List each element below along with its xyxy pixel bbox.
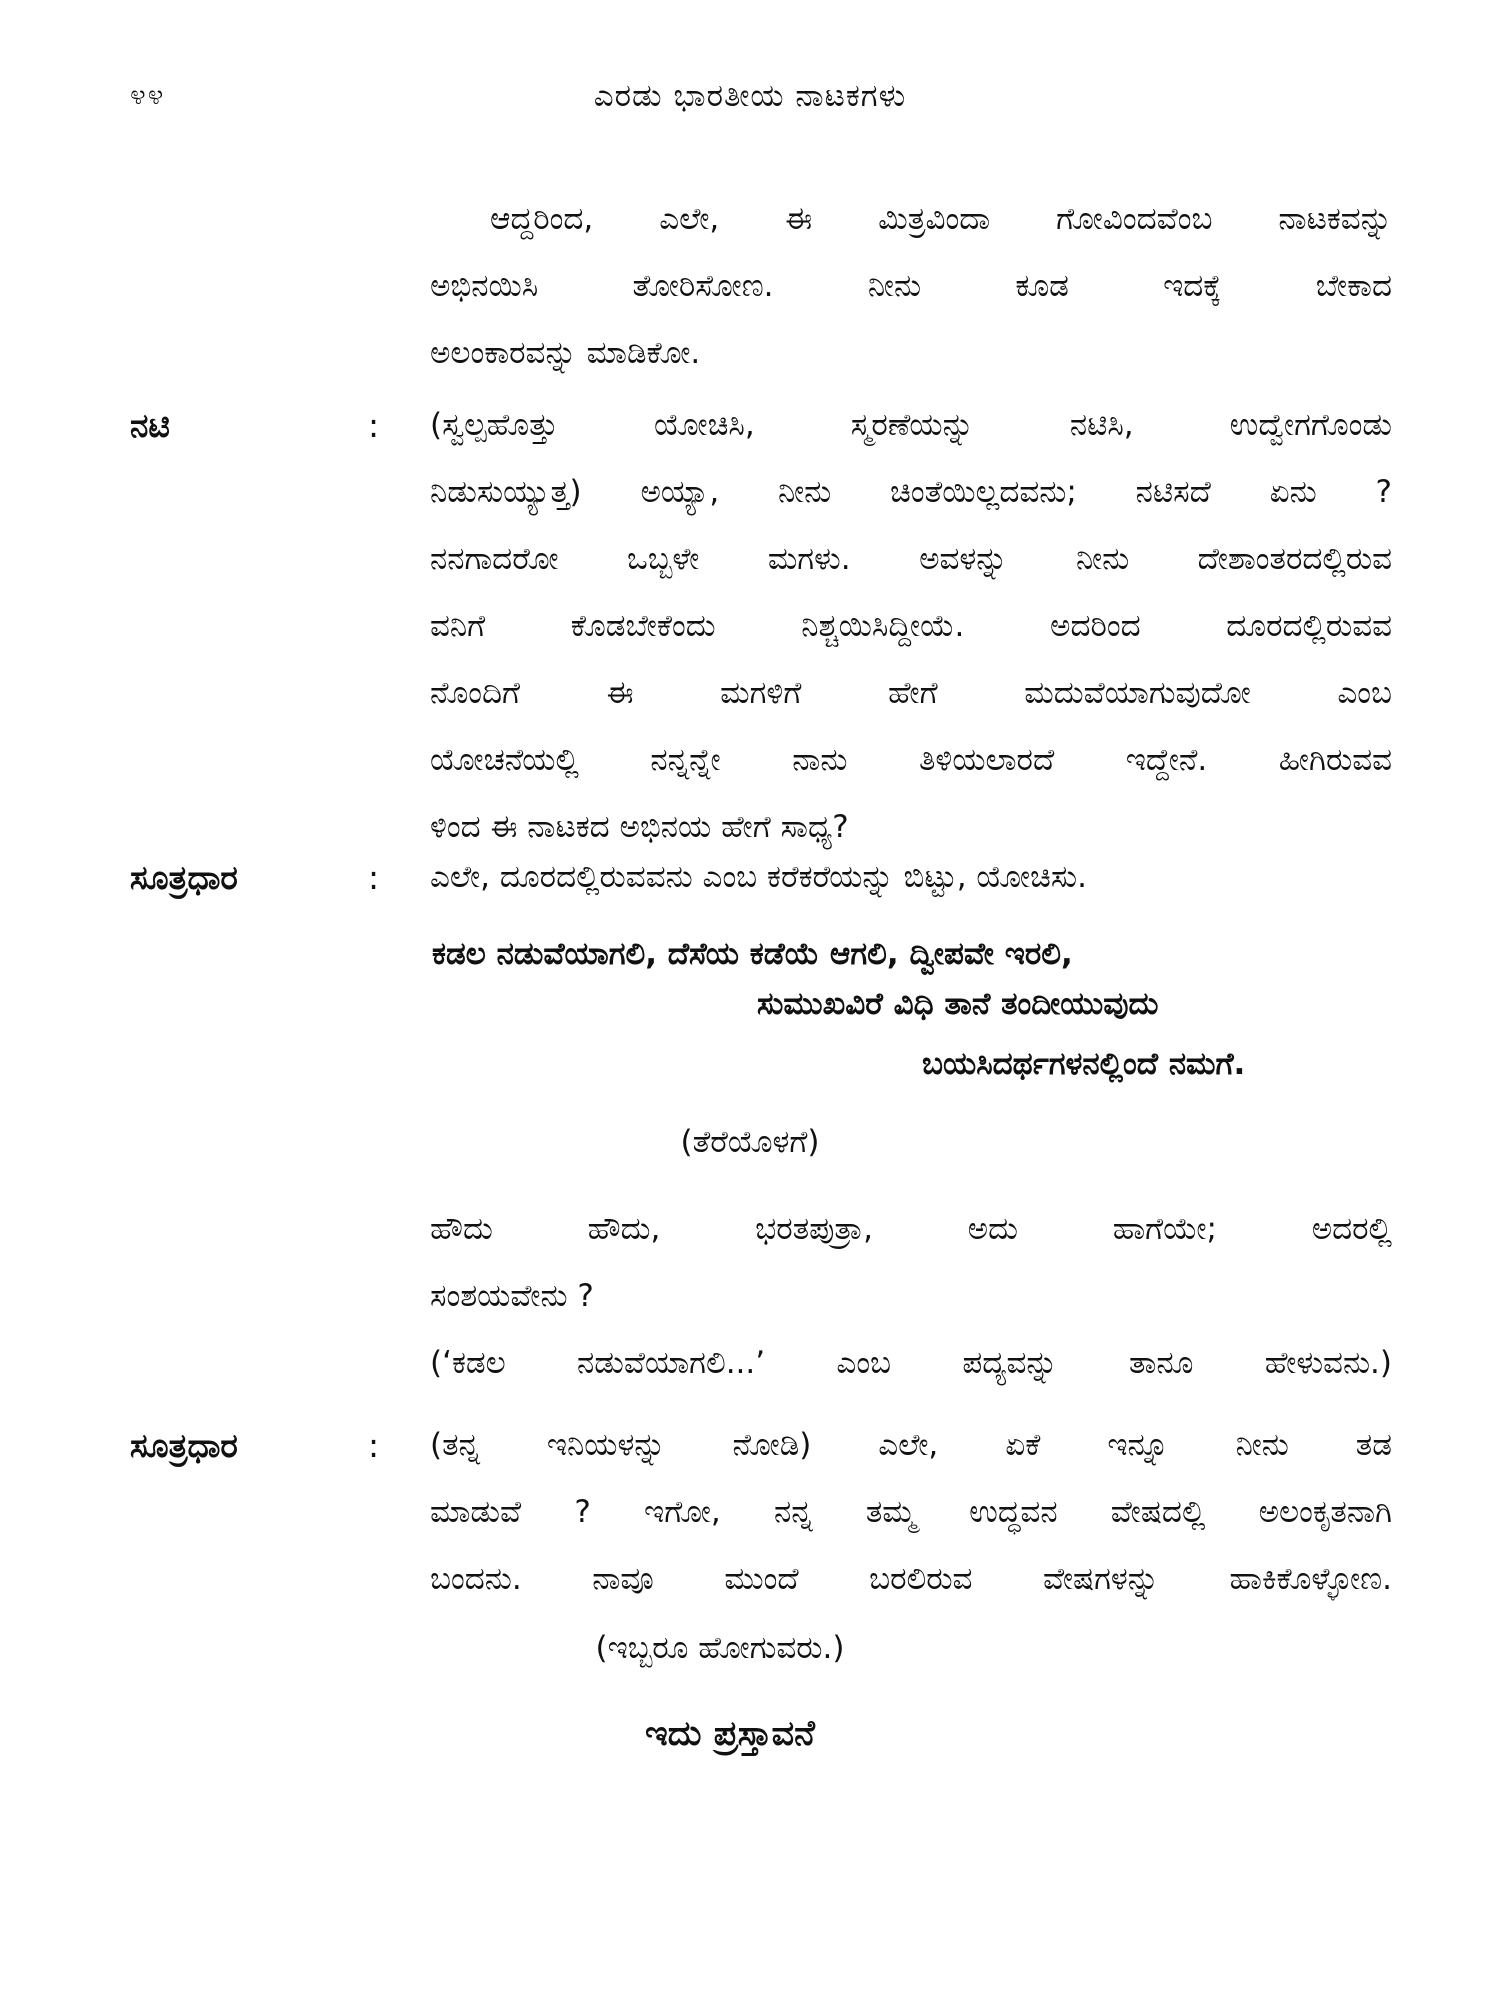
text-line: ನನಗಾದರೋ ಒಬ್ಬಳೇ ಮಗಳು. ಅವಳನ್ನು ನೀನು ದೇಶಾಂತರದಲ್ಲಿರುವ	[430, 541, 1392, 577]
offstage-direction: (ತೆರೆಯೊಳಗೆ)	[680, 1124, 820, 1160]
speaker-label: ನಟಿ	[130, 406, 170, 445]
text-line: ಹೌದು ಹೌದು, ಭರತಪುತ್ರಾ, ಅದು ಹಾಗೆಯೇ; ಅದರಲ್ಲಿ	[430, 1211, 1392, 1247]
verse-line: ಸುಮುಖವಿರೆ ವಿಧಿ ತಾನೆ ತಂದೀಯುವುದು	[757, 986, 1159, 1022]
text-line: ಳಿಂದ ಈ ನಾಟಕದ ಅಭಿನಯ ಹೇಗೆ ಸಾಧ್ಯ?	[430, 809, 849, 845]
text-line: ಬಂದನು. ನಾವೂ ಮುಂದೆ ಬರಲಿರುವ ವೇಷಗಳನ್ನು ಹಾಕಿಕೊಳ್ಳೋಣ.	[430, 1561, 1392, 1597]
speaker-colon: :	[368, 858, 380, 897]
text-line: (‘ಕಡಲ ನಡುವೆಯಾಗಲಿ...’ ಎಂಬ ಪದ್ಯವನ್ನು ತಾನೂ ಹೇಳುವನು.)	[430, 1345, 1392, 1381]
running-header-title: ಎರಡು ಭಾರತೀಯ ನಾಟಕಗಳು	[593, 78, 907, 114]
text-line: ಅಲಂಕಾರವನ್ನು ಮಾಡಿಕೋ.	[430, 335, 701, 371]
speaker-colon: :	[368, 1426, 380, 1465]
exit-direction: (ಇಬ್ಬರೂ ಹೋಗುವರು.)	[595, 1630, 845, 1666]
speaker-colon: :	[368, 406, 380, 445]
speaker-label: ಸೂತ್ರಧಾರ	[130, 858, 238, 897]
text-line: ಎಲೇ, ದೂರದಲ್ಲಿರುವವನು ಎಂಬ ಕರೆಕರೆಯನ್ನು ಬಿಟ್ಟು, ಯೋಚಿಸು.	[430, 859, 1088, 895]
speaker-label: ಸೂತ್ರಧಾರ	[130, 1426, 238, 1465]
text-line: ಮಾಡುವೆ ? ಇಗೋ, ನನ್ನ ತಮ್ಮ ಉದ್ಧವನ ವೇಷದಲ್ಲಿ ಅಲಂಕೃತನಾಗಿ	[430, 1494, 1392, 1530]
page-number: ೪೪	[130, 78, 166, 111]
text-line: ಯೋಚನೆಯಲ್ಲಿ ನನ್ನನ್ನೇ ನಾನು ತಿಳಿಯಲಾರದೆ ಇದ್ದೇನೆ. ಹೀಗಿರುವವ	[430, 742, 1392, 778]
text-line: (ತನ್ನ ಇನಿಯಳನ್ನು ನೋಡಿ) ಎಲೇ, ಏಕೆ ಇನ್ನೂ ನೀನು ತಡ	[430, 1427, 1392, 1463]
text-line: ನಿಡುಸುಯ್ಯುತ್ತ) ಅಯ್ಯಾ, ನೀನು ಚಿಂತೆಯಿಲ್ಲದವನು; ನಟಿಸದೆ ಏನು ?	[430, 474, 1392, 510]
text-line: ವನಿಗೆ ಕೊಡಬೇಕೆಂದು ನಿಶ್ಚಯಿಸಿದ್ದೀಯೆ. ಅದರಿಂದ ದೂರದಲ್ಲಿರುವವ	[430, 608, 1392, 644]
verse-line: ಬಯಸಿದರ್ಥಗಳನಲ್ಲಿಂದೆ ನಮಗೆ.	[922, 1046, 1246, 1082]
verse-line: ಕಡಲ ನಡುವೆಯಾಗಲಿ, ದೆಸೆಯ ಕಡೆಯೆ ಆಗಲಿ, ದ್ವೀಪವೇ ಇರಲಿ,	[432, 936, 1073, 972]
text-line: ನೊಂದಿಗೆ ಈ ಮಗಳಿಗೆ ಹೇಗೆ ಮದುವೆಯಾಗುವುದೋ ಎಂಬ	[430, 675, 1392, 711]
text-line: ಸಂಶಯವೇನು ?	[430, 1278, 594, 1314]
closing-title: ಇದು ಪ್ರಸ್ತಾವನೆ	[645, 1714, 815, 1754]
text-line: ಆದ್ದರಿಂದ, ಎಲೇ, ಈ ಮಿತ್ರವಿಂದಾ ಗೋವಿಂದವೆಂಬ ನಾಟಕವನ್ನು	[490, 201, 1392, 237]
text-line: ಅಭಿನಯಿಸಿ ತೋರಿಸೋಣ. ನೀನು ಕೂಡ ಇದಕ್ಕೆ ಬೇಕಾದ	[430, 268, 1392, 304]
text-line: (ಸ್ವಲ್ಪಹೊತ್ತು ಯೋಚಿಸಿ, ಸ್ಮರಣೆಯನ್ನು ನಟಿಸಿ, ಉದ್ವೇಗಗೊಂಡು	[430, 407, 1392, 443]
